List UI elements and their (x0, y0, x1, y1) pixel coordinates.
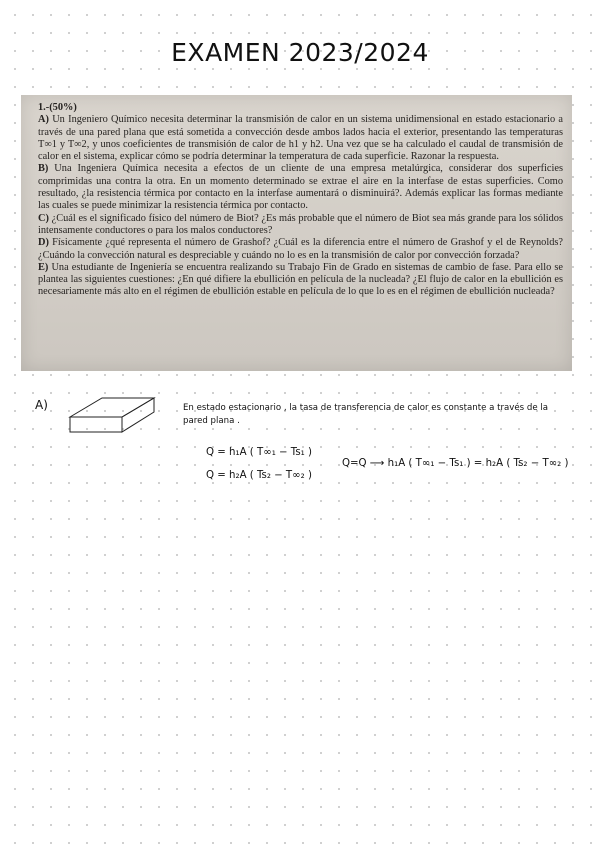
question-part-b (38, 163, 563, 212)
answer-label: A) (35, 398, 48, 412)
answer-note: En estado estacionario , la tasa de transferencia de calor es constante a través de la pared plana . (183, 403, 548, 426)
part-a-letter: A) (38, 114, 49, 126)
exam-question-photo (21, 95, 572, 371)
part-a-text: Un Ingeniero Químico necesita determinar la transmisión de calor en un sistema unidimensional en estado estacionario a través de una pared plana que está sometida a convección desde ambos lados hacia el exterior, presentando las temperaturas T∞1 y T∞2, y unos coeficientes de transmisión de calor de h1 y h2. Una vez que se ha calculado el caudal de transmisión de calor en el sistema, explicar cómo se podría determinar la temperatura de cada superficie. Razonar la respuesta. (38, 114, 563, 163)
question-header: 1.-(50%) (38, 102, 77, 113)
question-part-a (38, 114, 563, 163)
page-title: EXAMEN 2023/2024 (171, 38, 429, 67)
part-c-text: ¿Cuál es el significado físico del número de Biot? ¿Es más probable que el número de Biot sea más grande para los sólidos intensamente conductores o para los malos conductores? (38, 212, 563, 236)
equation-3: Q=Q ⟶ h₁A ( T∞₁ − Ts₁ ) = h₂A ( Ts₂ − T∞₂ ) (342, 458, 569, 469)
part-e-text: Una estudiante de Ingeniería se encuentra realizando su Trabajo Fin de Grado en sistemas de cambio de fase. Para ello se plantea las siguientes cuestiones: ¿En qué difiere la ebullición en película de la nucleada? ¿El flujo de calor en la ebullición es necesariamente más alto en el régimen de ebullición estable en película de lo que lo es en el régimen de ebullición nucleada? (38, 261, 563, 298)
question-part-d (38, 237, 563, 262)
part-c-letter: C) (38, 212, 49, 224)
equation-2: Q = h₂A ( Ts₂ − T∞₂ ) (206, 470, 312, 481)
part-b-text: Una Ingeniera Química necesita a efectos de un cliente de una empresa metalúrgica, considerar dos superficies comprimidas una contra la otra. En un momento determinado se extrae el aire en la interfase de estas superficies. Como resultado, ¿la resistencia térmica por contacto en la interfase aumentará o disminuirá?. Además explicar las formas mediante las cuales se puede minimizar la resistencia térmica por contacto. (38, 163, 563, 212)
plane-wall-sketch (64, 392, 160, 438)
part-b-letter: B) (38, 163, 49, 175)
part-e-letter: E) (38, 261, 49, 273)
equation-1: Q = h₁A ( T∞₁ − Ts₁ ) (206, 447, 312, 458)
part-d-text: Físicamente ¿qué representa el número de Grashof? ¿Cuál es la diferencia entre el número de Grashof y el de Reynolds? ¿Cuándo la convección natural es despreciable y cuándo no lo es en la transmisión de calor por convección forzada? (38, 237, 563, 261)
question-part-c (38, 213, 563, 238)
question-part-e (38, 262, 563, 299)
part-d-letter: D) (38, 237, 49, 249)
